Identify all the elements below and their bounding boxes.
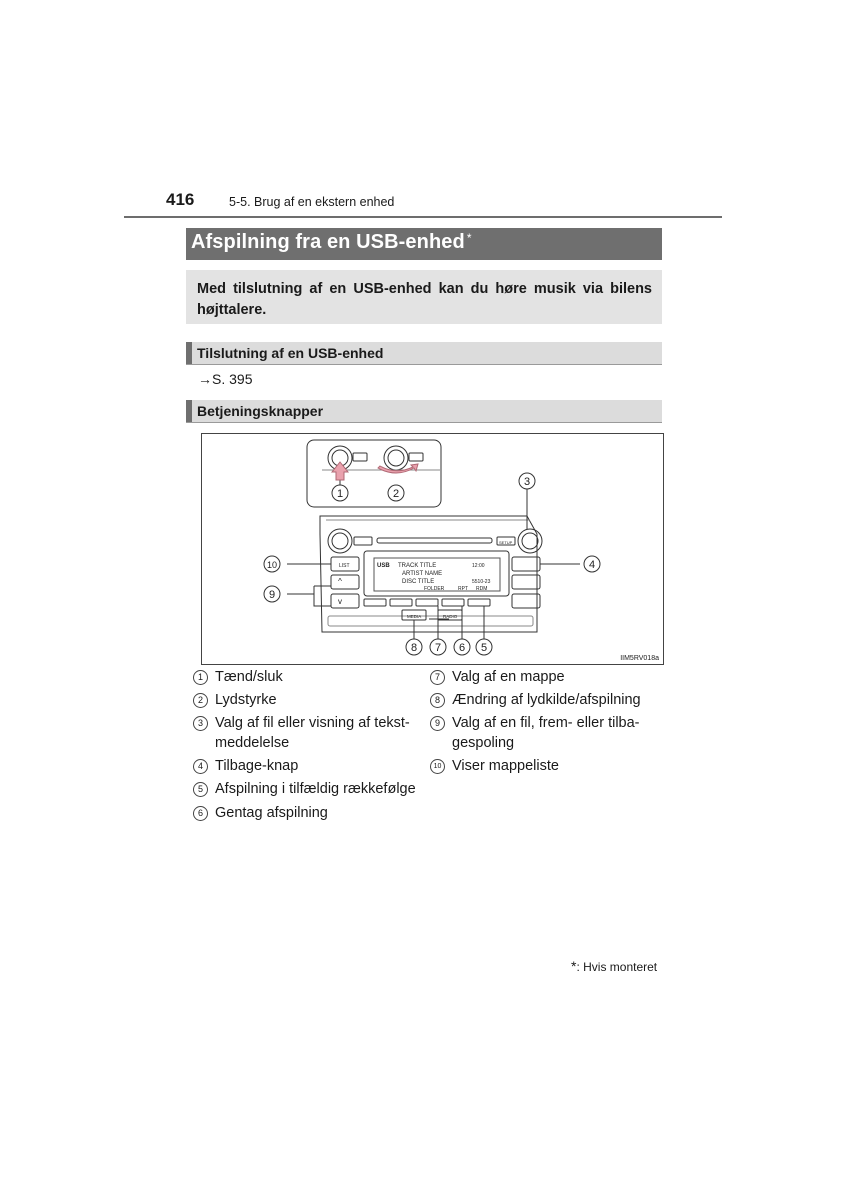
svg-text:3: 3 <box>523 476 531 488</box>
title-bar <box>186 228 662 260</box>
footnote <box>571 958 657 974</box>
screen-icon-label: 12:00 <box>472 563 485 569</box>
svg-text:1: 1 <box>336 488 344 500</box>
screen-track: TRACK TITLE <box>398 563 437 569</box>
list-button-label: LIST <box>339 563 350 569</box>
page-reference-link[interactable]: →S. 395 <box>198 371 253 387</box>
screen-artist: ARTIST NAME <box>402 571 443 577</box>
screen-rdm-button: RDM <box>476 586 488 592</box>
radio-button-label: RADIO <box>443 614 458 619</box>
screen-time: 5510-23 <box>472 579 491 585</box>
callout-7 <box>430 639 446 655</box>
callout-1 <box>332 485 348 501</box>
audio-unit-illustration <box>202 434 663 664</box>
legend-text: Valg af fil eller visning af tekst-meddelelse <box>215 715 410 751</box>
legend-number: 4 <box>193 759 208 774</box>
callout-5 <box>476 639 492 655</box>
legend-text: Viser mappeliste <box>452 758 559 774</box>
legend-text: Lydstyrke <box>215 692 277 708</box>
svg-text:8: 8 <box>410 642 418 654</box>
footnote-text: : Hvis monteret <box>576 960 658 974</box>
svg-text:5: 5 <box>480 642 488 654</box>
title-footnote-marker: * <box>466 231 472 245</box>
legend-number: 3 <box>193 716 208 731</box>
audio-unit-figure <box>201 433 664 665</box>
svg-text:v: v <box>338 597 342 606</box>
header-rule <box>124 216 722 218</box>
inset-frame <box>307 440 441 507</box>
media-button-label: MEDIA <box>407 614 422 619</box>
seek-up-button <box>331 575 359 589</box>
legend-number: 6 <box>193 806 208 821</box>
legend-number: 5 <box>193 782 208 797</box>
page-title-text: Afspilning fra en USB-enhed <box>191 231 465 253</box>
seek-down-button <box>331 594 359 608</box>
setup-button-label: SETUP <box>499 540 513 545</box>
screen-disc: DISC TITLE <box>402 579 435 585</box>
callout-2 <box>388 485 404 501</box>
legend-number: 2 <box>193 693 208 708</box>
legend-text: Ændring af lydkilde/afspilning <box>452 692 641 708</box>
legend-number: 9 <box>430 716 445 731</box>
screen-folder-button: FOLDER <box>424 586 445 592</box>
phone-button <box>512 575 540 589</box>
eject-button <box>354 537 372 545</box>
legend-number: 10 <box>430 759 445 774</box>
intro-text: Med tilslutning af en USB-enhed kan du høre musik via bilens højttalere. <box>197 281 652 318</box>
page-title <box>191 231 472 254</box>
legend-text: Afspilning i tilfældig rækkefølge <box>215 781 416 797</box>
callout-8 <box>406 639 422 655</box>
legend-text: Valg af en fil, frem- eller tilba-gespoling <box>452 715 640 751</box>
callout-9 <box>264 586 280 602</box>
section-label: 5-5. Brug af en ekstern enhed <box>229 195 395 209</box>
svg-text:10: 10 <box>266 560 278 570</box>
screen-rpt-button: RPT <box>458 586 468 592</box>
back-button <box>512 557 540 571</box>
footnote-marker: * <box>571 958 577 974</box>
page-number: 416 <box>166 190 195 209</box>
screen-source: USB <box>377 563 390 569</box>
svg-text:9: 9 <box>268 589 276 601</box>
subheading-controls <box>186 400 662 423</box>
svg-text:4: 4 <box>588 559 596 571</box>
subheading-connection-label: Tilslutning af en USB-enhed <box>197 345 384 361</box>
callout-6 <box>454 639 470 655</box>
callout-10 <box>264 556 280 572</box>
legend-text: Gentag afspilning <box>215 805 328 821</box>
hangup-button <box>512 594 540 608</box>
subheading-bar <box>186 400 192 422</box>
legend-number: 8 <box>430 693 445 708</box>
cd-slot <box>377 538 492 543</box>
legend-number: 1 <box>193 670 208 685</box>
legend-number: 7 <box>430 670 445 685</box>
svg-text:^: ^ <box>338 577 342 586</box>
svg-text:7: 7 <box>434 642 442 654</box>
callout-3 <box>519 473 535 489</box>
subheading-bar <box>186 342 192 364</box>
callout-4 <box>584 556 600 572</box>
svg-text:6: 6 <box>458 642 466 654</box>
intro-box <box>186 270 662 324</box>
legend-text: Tilbage-knap <box>215 758 299 774</box>
figure-code: IIM5RV018a <box>620 655 659 662</box>
legend-text: Valg af en mappe <box>452 669 565 685</box>
subheading-controls-label: Betjeningsknapper <box>197 403 324 419</box>
svg-text:2: 2 <box>392 488 400 500</box>
push-arrow-icon <box>332 462 348 480</box>
subheading-connection <box>186 342 662 365</box>
legend-text: Tænd/sluk <box>215 669 283 685</box>
